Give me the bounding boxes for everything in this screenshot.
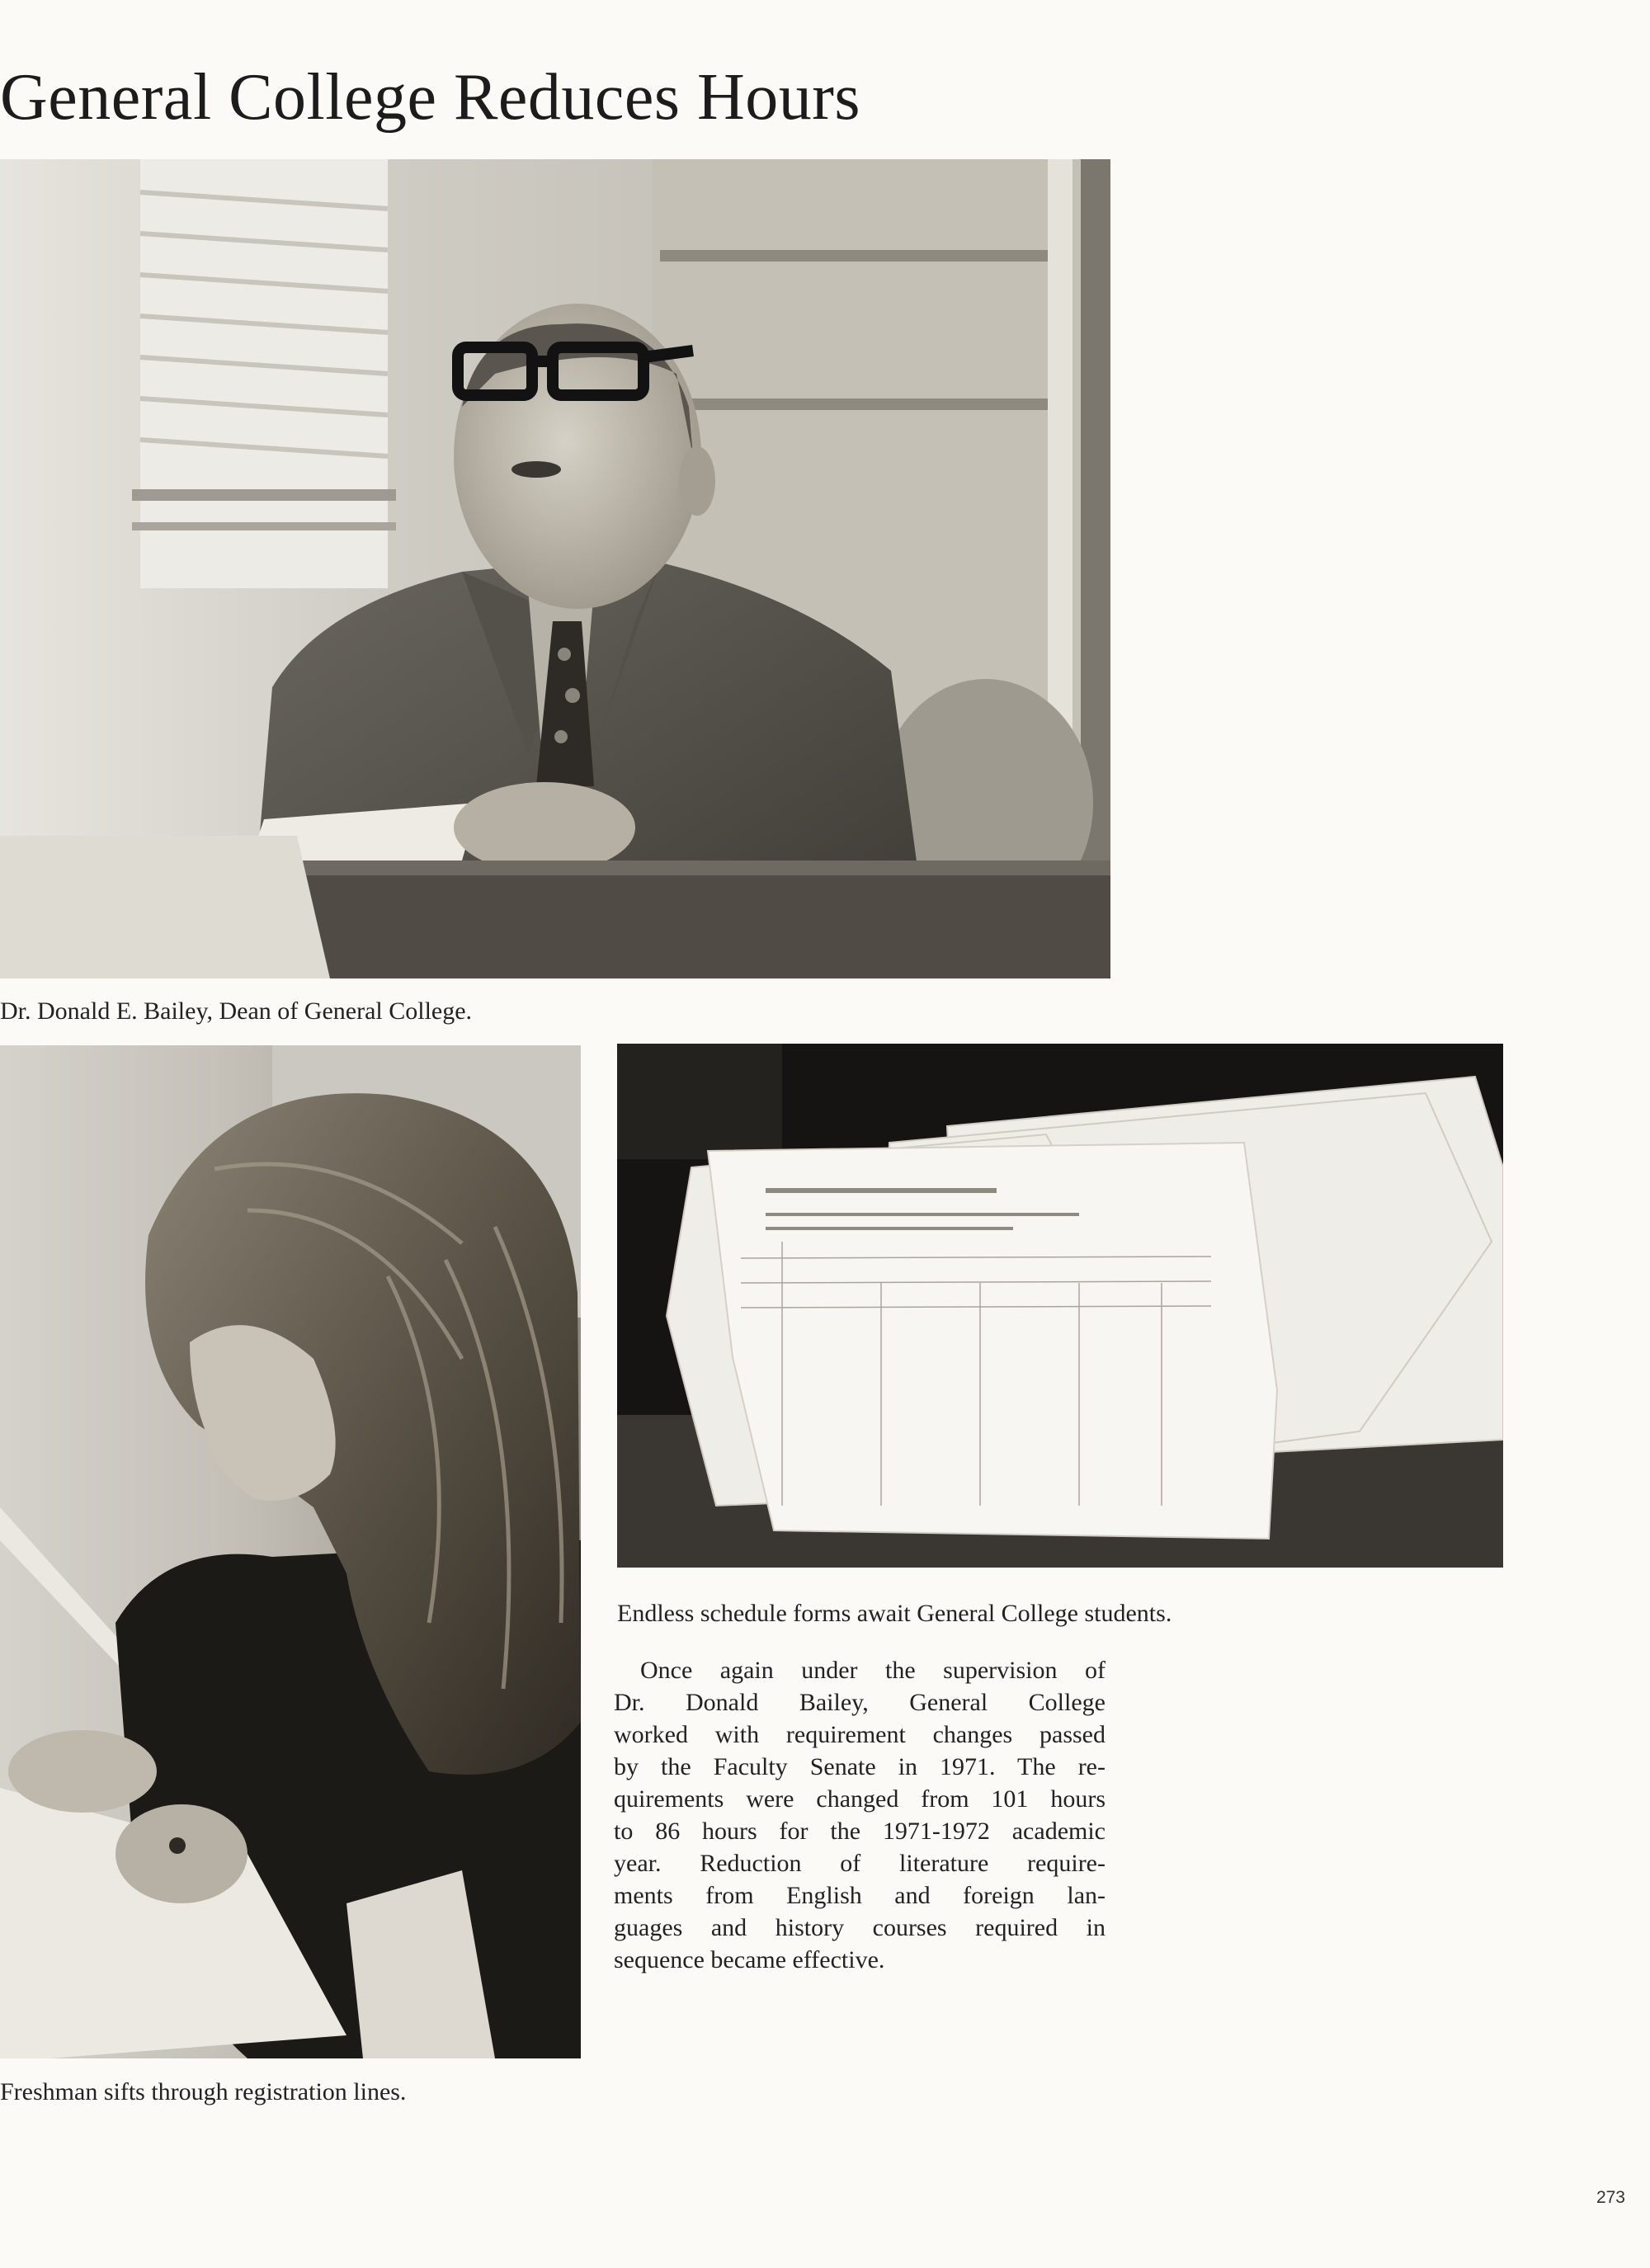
forms-photo (617, 1044, 1503, 1568)
article-line: quirements were changed from 101 hours (614, 1785, 1106, 1813)
freshman-image (0, 1045, 581, 2058)
article-line: ments from English and foreign lan- (614, 1882, 1106, 1909)
article-line: year. Reduction of literature require- (614, 1850, 1106, 1877)
freshman-photo (0, 1045, 581, 2058)
article-line: guages and history courses required in (614, 1914, 1106, 1941)
freshman-photo-caption: Freshman sifts through registration lines. (0, 2078, 407, 2105)
schedule-forms-image (617, 1044, 1503, 1568)
article-line: Dr. Donald Bailey, General College (614, 1689, 1106, 1716)
page-number: 273 (1596, 2188, 1625, 2207)
article-line: Once again under the supervision of (640, 1657, 1106, 1684)
article-line: worked with requirement changes passed (614, 1721, 1106, 1748)
dean-photo (0, 159, 1110, 978)
article-line: to 86 hours for the 1971-1972 academic (614, 1818, 1106, 1845)
article-line: sequence became effective. (614, 1946, 885, 1973)
page-headline: General College Reduces Hours (0, 61, 861, 134)
dean-photo-caption: Dr. Donald E. Bailey, Dean of General College. (0, 997, 473, 1025)
article-body (614, 1654, 1106, 1976)
dean-portrait-image (0, 159, 1110, 978)
forms-photo-caption: Endless schedule forms await General College students. (617, 1600, 1172, 1627)
article-line: by the Faculty Senate in 1971. The re- (614, 1753, 1106, 1780)
